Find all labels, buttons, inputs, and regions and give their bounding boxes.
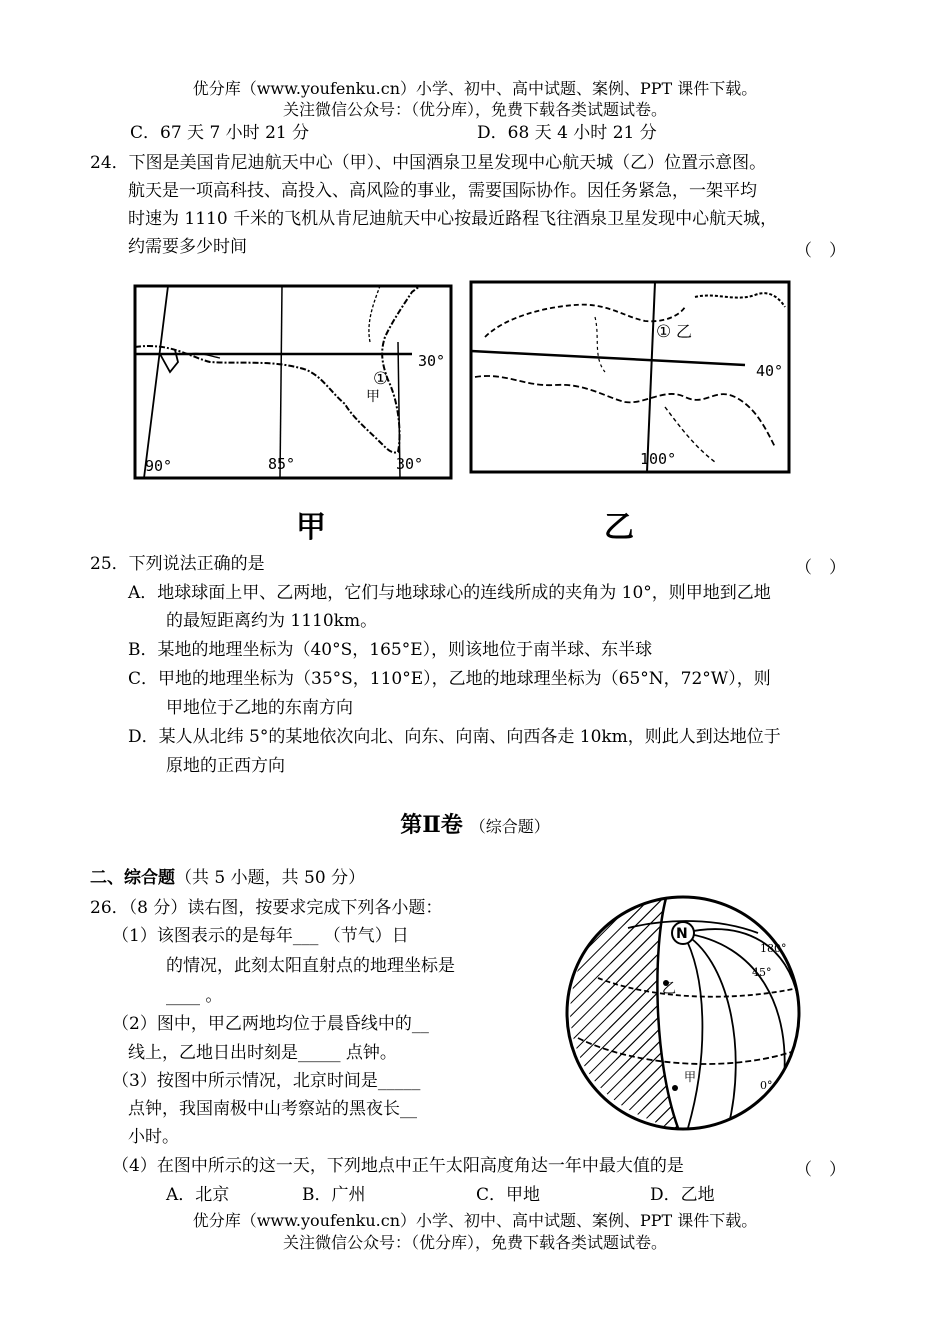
map-a-marker: ① (373, 369, 389, 389)
part2-subtitle: （综合题） (469, 817, 550, 836)
map-a-lat-label: 30° (418, 352, 446, 370)
q24-line-4: 约需要多少时间 (128, 237, 247, 257)
q26-sub2-a: （2）图中，甲乙两地均位于晨昏线中的__ (112, 1014, 429, 1034)
q26-sub3-a: （3）按图中所示情况，北京时间是_____ (112, 1071, 421, 1091)
map-a-lon-85: 85° (268, 455, 296, 473)
q26-sub3-b: 点钟，我国南极中山考察站的黑夜长__ (128, 1099, 417, 1119)
q26-option-a: A．北京 (166, 1185, 230, 1205)
q26-sub1-b: 的情况，此刻太阳直射点的地理坐标是 (166, 956, 455, 976)
q25-option-a-1: A．地球球面上甲、乙两地，它们与地球球心的连线所成的夹角为 10°，则甲地到乙地 (128, 583, 771, 603)
q26-answer-paren: （ ） (795, 1160, 846, 1180)
footer-line-2: 关注微信公众号：（优分库），免费下载各类试题试卷。 (282, 1233, 667, 1252)
map-b-lat-label: 40° (756, 362, 784, 380)
q25-option-a-2: 的最短距离约为 1110km。 (166, 611, 378, 631)
map-kennedy (130, 282, 455, 482)
map-b-lon-label: 100° (640, 450, 677, 468)
q25-option-c-1: C．甲地的地理坐标为（35°S，110°E），乙地的地球理坐标为（65°N，72°W），则 (128, 669, 771, 689)
q24-line-3: 时速为 1110 千米的飞机从肯尼迪航天中心按最近路程飞往酒泉卫星发现中心航天城， (128, 209, 778, 229)
q26-option-d: D．乙地 (650, 1185, 715, 1205)
map-a-lon-90: 90° (145, 457, 173, 475)
footer-line-1: 优分库（www.youfenku.cn）小学、初中、高中试题、案例、PPT 课件下载。 (192, 1211, 758, 1230)
q26-option-c: C．甲地 (476, 1185, 541, 1205)
globe-north-label: N (676, 926, 688, 942)
part2-title-line (0, 811, 950, 841)
section-title: 二、综合题 (90, 868, 175, 888)
globe-lon-180: 180° (760, 942, 787, 955)
map-b-place: 乙 (676, 322, 693, 341)
globe-zero: 0° (760, 1079, 773, 1092)
map-jiuquan (465, 277, 795, 477)
q26-stem: 26．（8 分）读右图，按要求完成下列各小题： (90, 898, 443, 918)
globe-lat-45: 45° (752, 966, 772, 979)
q26-option-b: B．广州 (302, 1185, 366, 1205)
q25-answer-paren: （ ） (795, 558, 846, 578)
map-a-caption: 甲 (296, 510, 326, 545)
section-note: （共 5 小题，共 50 分） (175, 868, 366, 888)
q24-line-2: 航天是一项高科技、高投入、高风险的事业，需要国际协作。因任务紧急，一架平均 (128, 181, 757, 201)
header-line-1: 优分库（www.youfenku.cn）小学、初中、高中试题、案例、PPT 课件下载。 (192, 79, 758, 98)
q26-sub2-b: 线上，乙地日出时刻是_____ 点钟。 (128, 1043, 397, 1063)
globe-jia-label: 甲 (684, 1070, 697, 1084)
part2-title: 第Ⅱ卷 (400, 812, 463, 838)
globe-yi-label: 乙 (662, 981, 676, 997)
map-b-marker: ① (656, 322, 672, 342)
q26-sub1-a: （1）该图表示的是每年___ （节气）日 (112, 926, 409, 946)
q25-option-c-2: 甲地位于乙地的东南方向 (166, 698, 353, 718)
q24-answer-paren: （ ） (795, 241, 846, 261)
header-line-2: 关注微信公众号：（优分库），免费下载各类试题试卷。 (282, 100, 667, 119)
q26-sub1-c: ____ 。 (166, 986, 223, 1006)
q25-option-d-2: 原地的正西方向 (166, 756, 285, 776)
q25-option-b: B．某地的地理坐标为（40°S，165°E），则该地位于南半球、东半球 (128, 640, 653, 660)
q26-sub4: （4）在图中所示的这一天，下列地点中正午太阳高度角达一年中最大值的是 (112, 1156, 684, 1176)
q23-option-d: D．68 天 4 小时 21 分 (477, 123, 657, 143)
q26-sub3-c: 小时。 (128, 1127, 179, 1147)
q23-option-c: C．67 天 7 小时 21 分 (130, 123, 310, 143)
map-a-lon-30: 30° (396, 455, 424, 473)
q25-option-d-1: D．某人从北纬 5°的某地依次向北、向东、向南、向西各走 10km，则此人到达地位于 (128, 727, 781, 747)
section-heading (90, 867, 365, 889)
q25-stem: 25．下列说法正确的是 (90, 554, 265, 574)
map-b-caption: 乙 (604, 510, 634, 545)
map-a-place: 甲 (366, 389, 380, 405)
q24-line-1: 24．下图是美国肯尼迪航天中心（甲）、中国酒泉卫星发现中心航天城（乙）位置示意图。 (90, 153, 767, 173)
